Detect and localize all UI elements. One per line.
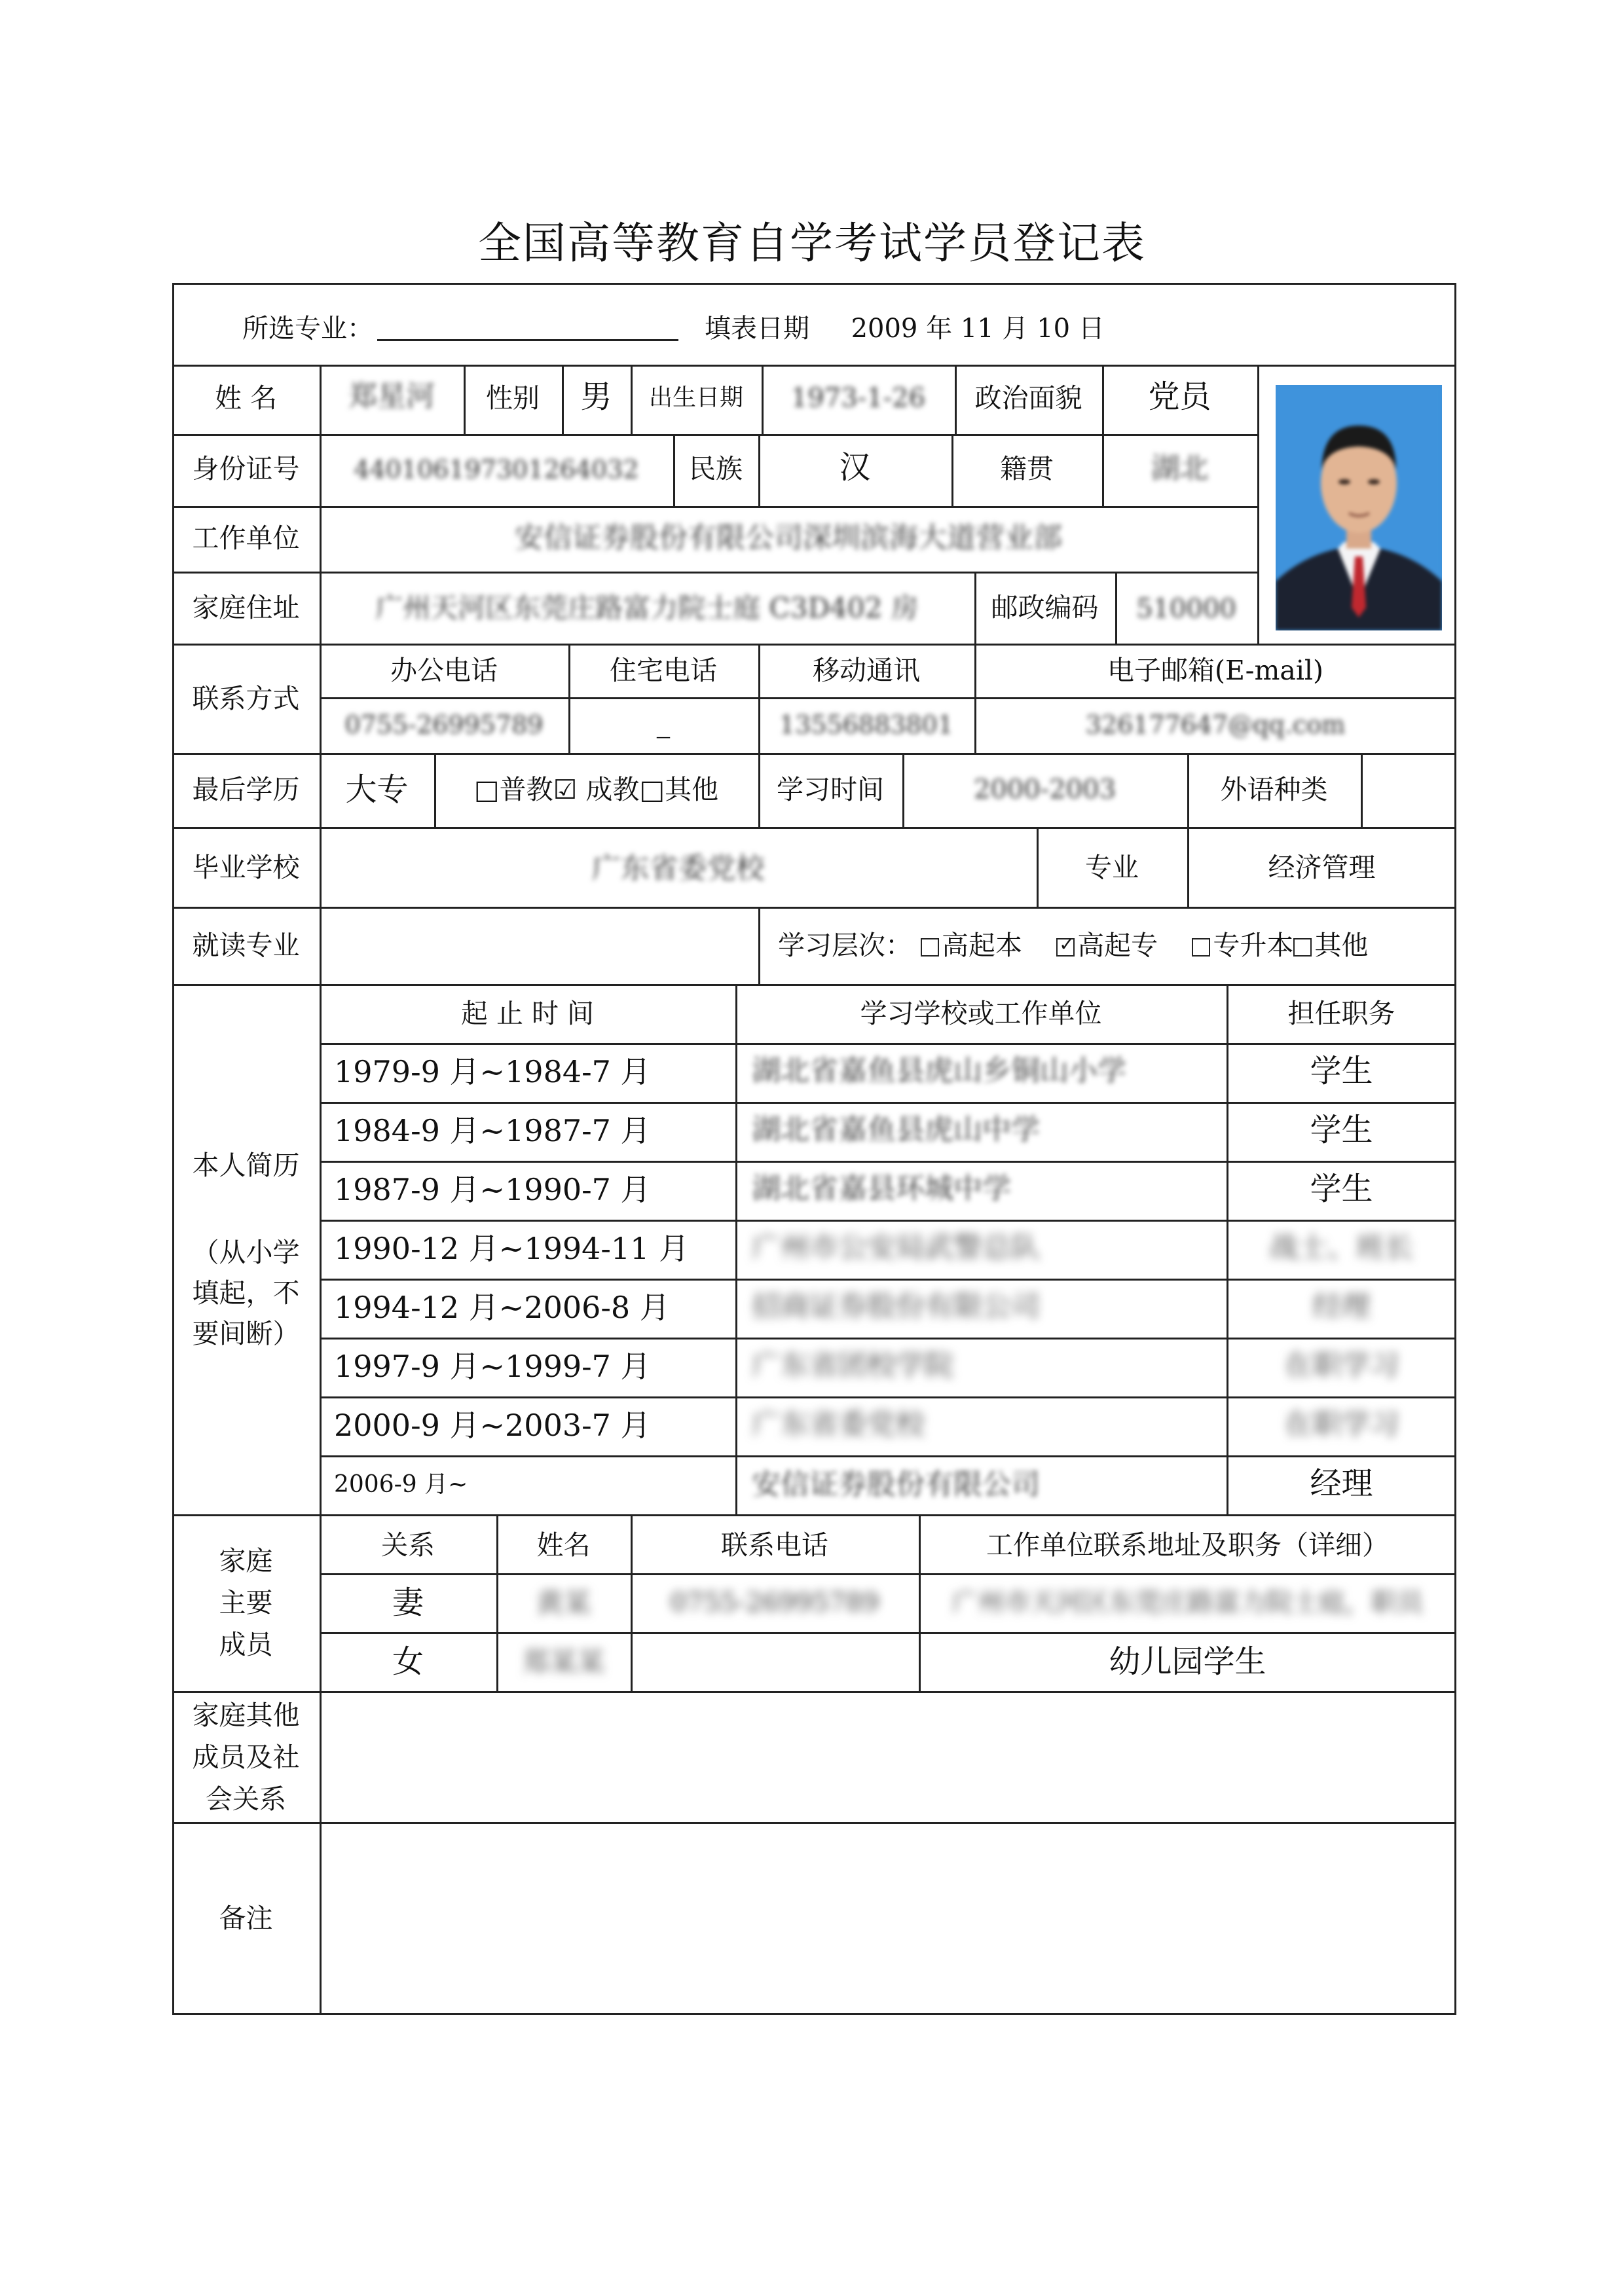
gender-value: 男 xyxy=(580,378,612,415)
graduation-major-value: 经济管理 xyxy=(1268,852,1376,883)
level-option-4: 其他 xyxy=(1314,930,1369,961)
resume-row-org: 招商证券股份有限公司 xyxy=(752,1290,1040,1323)
resume-row-org: 广东省团校学院 xyxy=(752,1349,953,1382)
postcode-value: 510000 xyxy=(1136,594,1236,624)
resume-row-time: 1979-9 月~1984-7 月 xyxy=(334,1054,651,1089)
family-member-name: 黄某 xyxy=(536,1587,591,1619)
birth-value: 1973-1-26 xyxy=(790,383,926,413)
page-title: 全国高等教育自学考试学员登记表 xyxy=(478,218,1146,268)
postcode-label: 邮政编码 xyxy=(991,592,1099,623)
mobile-value: 13556883801 xyxy=(779,710,953,739)
resume-note-2: 填起，不 xyxy=(192,1277,300,1309)
home-label: 家庭住址 xyxy=(192,592,300,623)
social-label-1: 家庭其他 xyxy=(192,1700,300,1731)
family-member-work: 广州市天河区东莞庄路富力院士庭，职员 xyxy=(951,1588,1424,1618)
social-label-2: 成员及社 xyxy=(192,1741,300,1773)
resume-row-time: 1990-12 月~1994-11 月 xyxy=(334,1231,690,1266)
family-member-phone: 0755-26995789 xyxy=(670,1588,879,1618)
family-label-3: 成员 xyxy=(219,1629,273,1660)
work-label: 工作单位 xyxy=(192,522,300,554)
resume-row-role: 经理 xyxy=(1310,1465,1373,1502)
study-time-value: 2000-2003 xyxy=(973,774,1116,805)
resume-col-position: 担任职务 xyxy=(1287,998,1395,1029)
resume-row-org: 广州市公安局武警总队 xyxy=(752,1231,1040,1264)
major-label: 所选专业： xyxy=(242,314,373,344)
email-value: 326177647@qq.com xyxy=(1085,710,1346,739)
home-phone-value: _ xyxy=(656,707,671,738)
name-label: 姓 名 xyxy=(214,382,278,414)
work-value: 安信证券股份有限公司深圳滨海大道营业部 xyxy=(515,521,1062,555)
level-checkbox-4[interactable] xyxy=(1293,938,1312,957)
current-major-label: 就读专业 xyxy=(192,930,300,961)
resume-col-time: 起 止 时 间 xyxy=(460,998,595,1029)
office-phone-label: 办公电话 xyxy=(390,655,498,686)
graduation-school-value: 广东省委党校 xyxy=(591,852,765,885)
resume-row-time: 2000-9 月~2003-7 月 xyxy=(334,1408,651,1443)
name-value: 郑星河 xyxy=(348,380,435,413)
resume-row-role: 在职学习 xyxy=(1283,1408,1399,1441)
politics-value: 党员 xyxy=(1148,378,1211,415)
family-member-relation: 妻 xyxy=(392,1584,424,1621)
family-col-work: 工作单位联系地址及职务（详细） xyxy=(986,1529,1389,1561)
resume-row-org: 安信证券股份有限公司 xyxy=(752,1468,1040,1501)
resume-row-org: 湖北省嘉鱼县虎山中学 xyxy=(752,1113,1040,1146)
last-education-value: 大专 xyxy=(345,771,409,808)
resume-row-org: 广东省委党校 xyxy=(752,1408,925,1441)
level-option-2: 高起专 xyxy=(1077,930,1158,961)
birth-label: 出生日期 xyxy=(648,384,743,411)
resume-row-org: 湖北省嘉鱼县虎山乡铜山小学 xyxy=(752,1054,1126,1087)
resume-row-role: 在职学习 xyxy=(1283,1349,1399,1382)
level-option-3: 专升本 xyxy=(1213,930,1294,961)
date-value: 2009 年 11 月 10 日 xyxy=(851,314,1105,344)
last-education-label: 最后学历 xyxy=(192,774,300,805)
education-type-options[interactable]: □普教☑ 成教□其他 xyxy=(473,774,719,805)
resume-row-role: 战士、班长 xyxy=(1269,1231,1414,1264)
office-phone-value: 0755-26995789 xyxy=(344,710,544,739)
level-checkbox-1[interactable] xyxy=(921,938,939,957)
family-member-relation: 女 xyxy=(392,1643,424,1680)
remarks-label: 备注 xyxy=(219,1903,273,1934)
family-col-name: 姓名 xyxy=(536,1529,591,1561)
id-label: 身份证号 xyxy=(192,453,300,484)
resume-row-time: 2006-9 月~ xyxy=(334,1471,468,1498)
resume-row-role: 学生 xyxy=(1310,1112,1373,1148)
resume-row-org: 湖北省嘉县环城中学 xyxy=(752,1172,1011,1205)
resume-row-role: 学生 xyxy=(1310,1053,1373,1089)
graduation-major-label: 专业 xyxy=(1085,852,1139,883)
mobile-label: 移动通讯 xyxy=(813,655,920,686)
family-label-2: 主要 xyxy=(219,1587,273,1618)
level-checkbox-3[interactable] xyxy=(1192,938,1210,957)
applicant-photo xyxy=(1276,385,1442,630)
graduation-school-label: 毕业学校 xyxy=(192,852,300,883)
resume-col-school: 学习学校或工作单位 xyxy=(860,998,1102,1029)
resume-row-time: 1984-9 月~1987-7 月 xyxy=(334,1113,651,1148)
study-level-row xyxy=(778,932,1368,959)
family-label-1: 家庭 xyxy=(219,1545,273,1576)
home-phone-label: 住宅电话 xyxy=(610,655,717,686)
native-value: 湖北 xyxy=(1151,452,1209,485)
social-label-3: 会关系 xyxy=(206,1783,286,1815)
study-level-label: 学习层次： xyxy=(778,930,912,961)
level-option-1: 高起本 xyxy=(942,930,1023,961)
resume-row-time: 1994-12 月~2006-8 月 xyxy=(334,1290,670,1325)
family-col-phone: 联系电话 xyxy=(721,1529,828,1561)
family-member-work: 幼儿园学生 xyxy=(1109,1643,1266,1680)
resume-row-time: 1987-9 月~1990-7 月 xyxy=(334,1172,651,1207)
resume-note-3: 要间断） xyxy=(192,1318,300,1349)
home-value: 广州天河区东莞庄路富力院士庭 C3D402 房 xyxy=(375,592,919,624)
resume-note-1: （从小学 xyxy=(192,1237,300,1268)
study-time-label: 学习时间 xyxy=(777,774,884,805)
gender-label: 性别 xyxy=(486,382,540,414)
contact-label: 联系方式 xyxy=(192,683,300,714)
ethnic-label: 民族 xyxy=(689,453,743,484)
native-label: 籍贯 xyxy=(1000,453,1054,484)
id-value: 440106197301264032 xyxy=(354,455,639,484)
family-member-name: 郑某某 xyxy=(522,1646,605,1678)
email-label: 电子邮箱(E-mail) xyxy=(1107,655,1324,686)
ethnic-value: 汉 xyxy=(839,449,871,486)
resume-row-time: 1997-9 月~1999-7 月 xyxy=(334,1349,651,1384)
resume-row-role: 学生 xyxy=(1310,1171,1373,1207)
date-label: 填表日期 xyxy=(705,314,809,344)
resume-label: 本人简历 xyxy=(192,1150,300,1181)
family-col-relation: 关系 xyxy=(381,1529,435,1561)
language-label: 外语种类 xyxy=(1220,774,1328,805)
level-checkbox-2[interactable] xyxy=(1056,938,1075,957)
politics-label: 政治面貌 xyxy=(974,382,1082,414)
resume-row-role: 经理 xyxy=(1312,1290,1371,1323)
